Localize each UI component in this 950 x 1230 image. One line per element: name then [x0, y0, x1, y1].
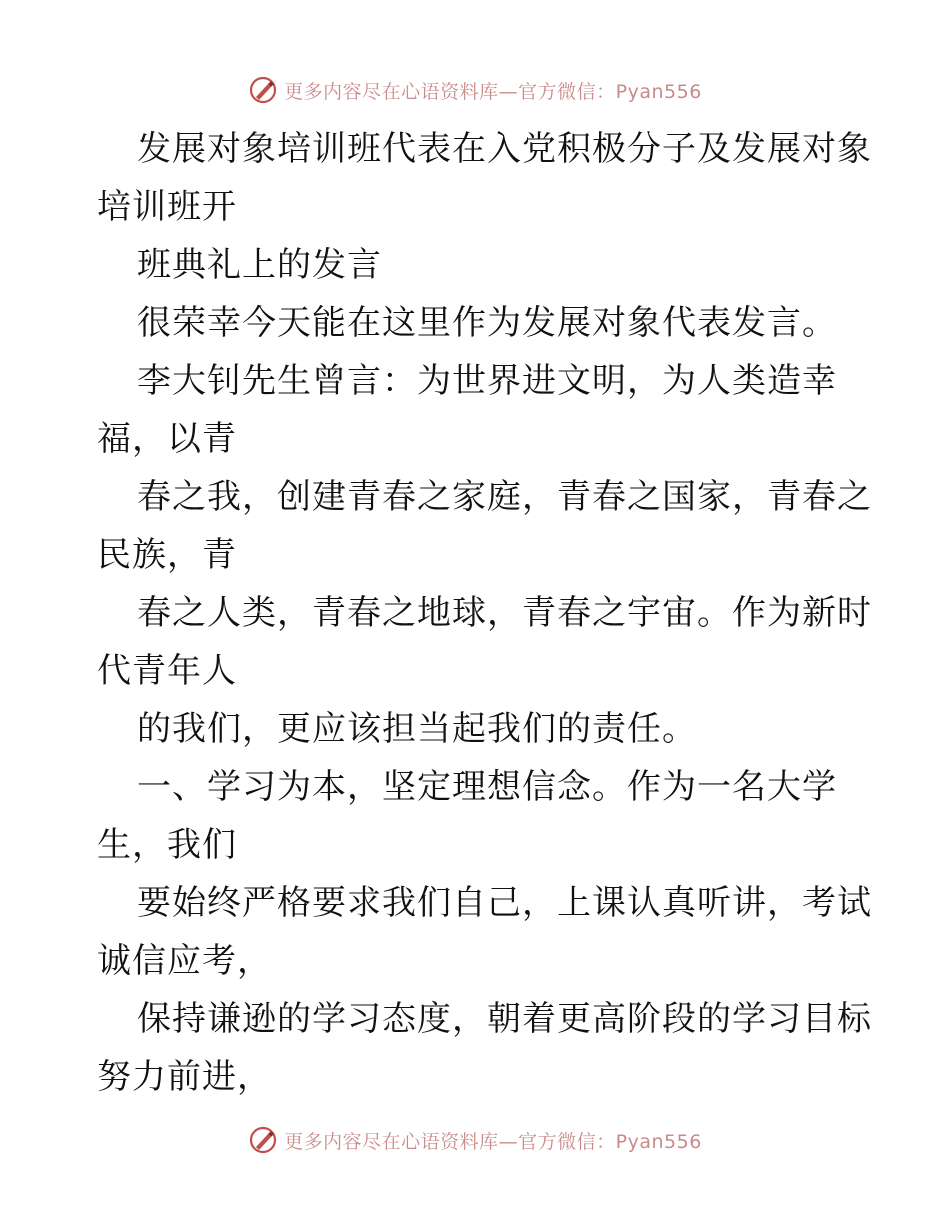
- pen-logo-icon: [248, 75, 278, 105]
- text-line: 努力前进，: [97, 1057, 272, 1097]
- watermark-header: [0, 73, 950, 107]
- text-line: 发展对象培训班代表在入党积极分子及发展对象: [137, 129, 872, 169]
- watermark-footer: [0, 1123, 950, 1157]
- text-line: 要始终严格要求我们自己，上课认真听讲，考试: [137, 883, 872, 923]
- text-line: 诚信应考，: [97, 941, 272, 981]
- text-line: 春之人类，青春之地球，青春之宇宙。作为新时: [137, 593, 872, 633]
- text-line: 班典礼上的发言: [137, 245, 382, 285]
- text-line: 保持谦逊的学习态度，朝着更高阶段的学习目标: [137, 999, 872, 1039]
- text-line: 代青年人: [97, 651, 237, 691]
- text-line: 民族，青: [97, 535, 237, 575]
- text-line: 很荣幸今天能在这里作为发展对象代表发言。: [137, 303, 837, 343]
- document-body: [97, 120, 872, 1106]
- watermark-text: 更多内容尽在心语资料库—官方微信：Pyan556: [284, 80, 702, 103]
- text-line: 的我们，更应该担当起我们的责任。: [137, 709, 697, 749]
- text-line: 生，我们: [97, 825, 237, 865]
- text-line: 福，以青: [97, 419, 237, 459]
- text-line: 一、学习为本，坚定理想信念。作为一名大学: [137, 767, 837, 807]
- text-line: 培训班开: [97, 187, 237, 227]
- watermark-text: 更多内容尽在心语资料库—官方微信：Pyan556: [284, 1130, 702, 1153]
- text-line: 李大钊先生曾言：为世界进文明，为人类造幸: [137, 361, 837, 401]
- pen-logo-icon: [248, 1125, 278, 1155]
- text-line: 春之我，创建青春之家庭，青春之国家，青春之: [137, 477, 872, 517]
